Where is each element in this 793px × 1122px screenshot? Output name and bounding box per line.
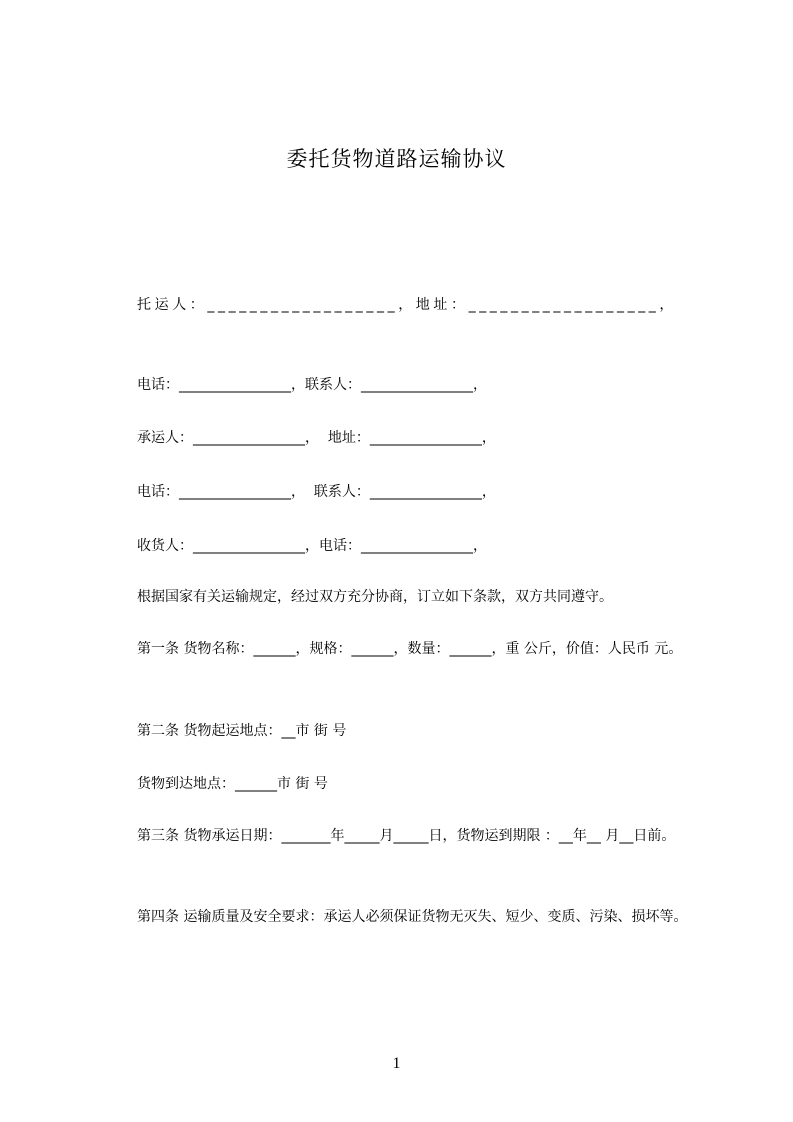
shipper-phone-line: 电话：________________，联系人：________________， bbox=[137, 377, 487, 393]
consignee-line: 收货人：________________，电话：________________， bbox=[137, 538, 487, 554]
shipper-line: 托运人：__________________，地址：__________________， bbox=[137, 297, 677, 313]
destination-line: 货物到达地点：______市 街 号 bbox=[137, 776, 328, 792]
document-title: 委托货物道路运输协议 bbox=[286, 147, 507, 171]
article-1: 第一条 货物名称：______，规格：______，数量：______，重 公斤，价值：人民币 元。 bbox=[137, 641, 683, 657]
intro-paragraph: 根据国家有关运输规定，经过双方充分协商，订立如下条款，双方共同遵守。 bbox=[137, 589, 613, 605]
page-number: 1 bbox=[392, 1055, 401, 1072]
carrier-phone-line: 电话：________________， 联系人：________________， bbox=[137, 484, 496, 500]
article-2: 第二条 货物起运地点：__市 街 号 bbox=[137, 723, 347, 739]
article-3: 第三条 货物承运日期：_______年_____月_____日，货物运到期限 ：__年__ 月__日前。 bbox=[137, 828, 676, 844]
carrier-line: 承运人：________________， 地址：________________， bbox=[137, 430, 496, 446]
article-4: 第四条 运输质量及安全要求：承运人必须保证货物无灭失、短少、变质、污染、损坏等。 bbox=[137, 909, 688, 925]
